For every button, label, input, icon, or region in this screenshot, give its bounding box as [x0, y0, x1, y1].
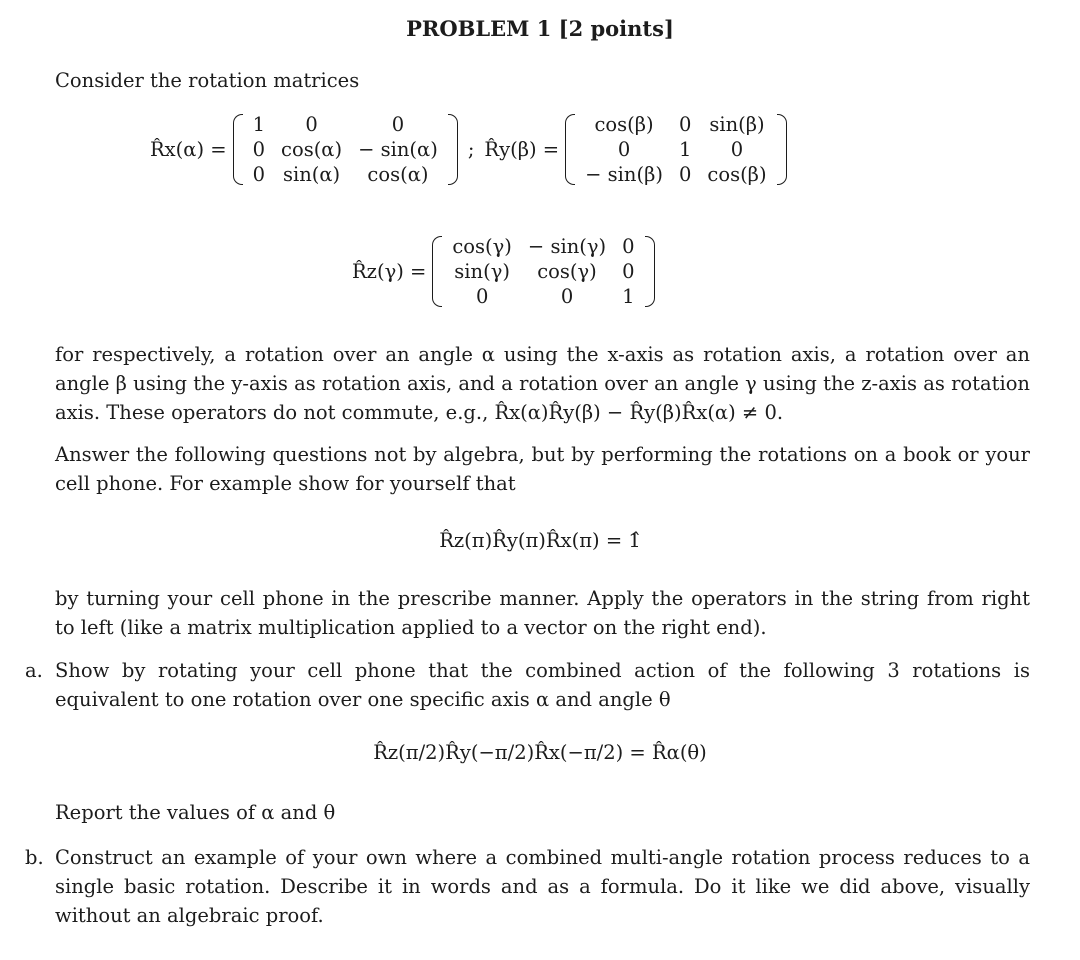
- rx-cell: 1: [252, 113, 266, 136]
- rz-cell: 0: [475, 285, 489, 308]
- ry-cell: 1: [678, 138, 692, 161]
- rz-cell: sin(γ): [454, 260, 510, 283]
- rz-cell: − sin(γ): [527, 235, 607, 258]
- ry-cell: 0: [678, 113, 692, 136]
- rz-cell: 0: [622, 235, 635, 258]
- ry-matrix: [565, 112, 786, 187]
- rz-cell: cos(γ): [452, 235, 512, 258]
- rx-cell: 0: [252, 138, 266, 161]
- rz-label: R̂z(γ) =: [352, 260, 427, 283]
- rz-cell: 0: [560, 285, 574, 308]
- ry-cell: 0: [730, 138, 744, 161]
- question-a-report: Report the values of α and θ: [55, 801, 336, 824]
- rz-cell: 0: [622, 260, 635, 283]
- rx-cell: 0: [305, 113, 318, 136]
- intro-text: Consider the rotation matrices: [55, 69, 360, 92]
- rx-cell: 0: [391, 113, 405, 136]
- instruction-paragraph: Answer the following questions not by algebra, but by performing the rotations on a book or your cell phone. For example show for yourself that: [55, 443, 1030, 495]
- ry-label: R̂y(β) =: [484, 138, 560, 161]
- question-a-equation: R̂z(π/2)R̂y(−π/2)R̂x(−π/2) = R̂α(θ): [373, 741, 707, 764]
- ry-cell: − sin(β): [585, 163, 663, 186]
- ry-cell: 0: [678, 163, 692, 186]
- method-paragraph: by turning your cell phone in the prescribe manner. Apply the operators in the string from right to left (like a matrix multiplication applied to a vector on the right end).: [55, 587, 1030, 639]
- question-a-text: Show by rotating your cell phone that the combined action of the following 3 rotations is equivalent to one rotation over one specific axis α and angle θ: [55, 659, 1030, 711]
- rz-cell: cos(γ): [537, 260, 597, 283]
- rx-cell: cos(α): [367, 163, 429, 186]
- problem-title: PROBLEM 1 [2 points]: [406, 16, 674, 41]
- rz-cell: 1: [622, 285, 635, 308]
- matrix-separator: ;: [467, 138, 475, 161]
- ry-cell: 0: [617, 138, 631, 161]
- ry-cell: cos(β): [594, 113, 654, 136]
- example-equation: R̂z(π)R̂y(π)R̂x(π) = 1̂: [439, 529, 641, 552]
- rx-label: R̂x(α) =: [150, 138, 227, 161]
- question-b-marker: b.: [25, 846, 44, 869]
- rx-cell: 0: [252, 163, 266, 186]
- rx-matrix: [233, 112, 458, 187]
- ry-cell: cos(β): [707, 163, 767, 186]
- rx-cell: cos(α): [281, 138, 343, 161]
- rz-matrix: [432, 234, 654, 309]
- rx-cell: − sin(α): [358, 138, 438, 161]
- matrix-row-rx-ry: [150, 112, 787, 187]
- description-paragraph: for respectively, a rotation over an angle α using the x-axis as rotation axis, a rotation over an angle β using the y-axis as rotation axis, and a rotation over an angle γ using the z-axis as rotation axis. These operators do not commute, e.g., R̂x(α)R̂y(β) − R̂y(β)R̂x(α) ≠ 0.: [55, 343, 1030, 424]
- question-a-marker: a.: [25, 659, 43, 682]
- rx-cell: sin(α): [282, 163, 341, 186]
- ry-cell: sin(β): [709, 113, 765, 136]
- question-b-text: Construct an example of your own where a combined multi-angle rotation process reduces to a single basic rotation. Describe it in words and as a formula. Do it like we did above, visually without an algebraic proof.: [55, 846, 1030, 927]
- matrix-row-rz: [352, 234, 655, 309]
